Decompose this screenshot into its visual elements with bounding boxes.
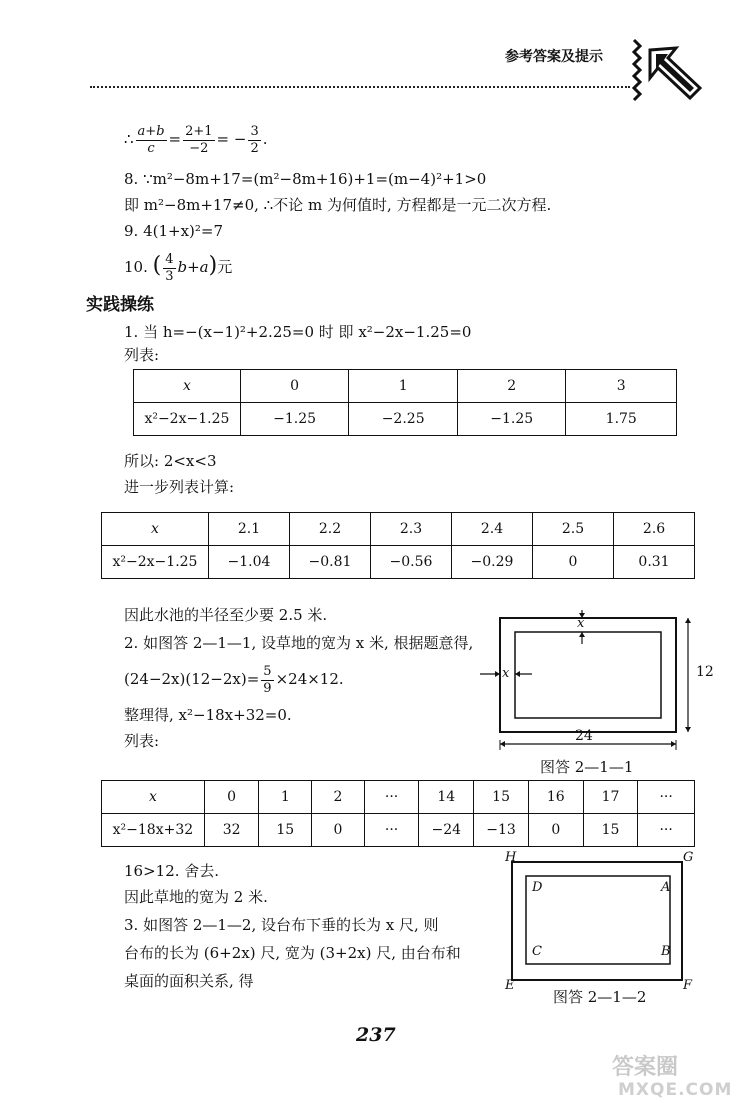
figure-2-1-2 xyxy=(500,858,700,988)
table-cell: 0 xyxy=(533,546,614,579)
fig2-label-G: G xyxy=(683,850,694,865)
header-title: 参考答案及提示 xyxy=(505,49,603,65)
table-cell: 2.2 xyxy=(290,513,371,546)
fig2-label-H: H xyxy=(505,850,517,865)
fig2-label-B: B xyxy=(661,944,671,959)
section-title: 实践操练 xyxy=(86,295,154,315)
fig1-label-width: 24 xyxy=(575,728,593,744)
practice-1-further: 进一步列表计算: xyxy=(124,478,235,496)
table-cell: 1 xyxy=(349,370,458,403)
table-cell: 0 xyxy=(528,814,583,847)
watermark-url: MXQE.COM xyxy=(618,1080,733,1100)
fig2-label-D: D xyxy=(532,880,543,895)
table-cell: 15 xyxy=(474,781,529,814)
table-cell: 2.4 xyxy=(452,513,533,546)
tabletop-rect xyxy=(526,876,670,964)
answer-8-conclusion: 即 m²−8m+17≠0, ∴不论 m 为何值时, 方程都是一元二次方程. xyxy=(124,196,552,214)
table-cell: ··· xyxy=(364,781,419,814)
fig2-caption: 图答 2—1—2 xyxy=(553,988,647,1006)
table-cell: ··· xyxy=(638,814,695,847)
arrow-decoration-icon xyxy=(628,36,706,108)
table-cell: 16 xyxy=(528,781,583,814)
table-cell: 3 xyxy=(566,370,677,403)
table-cell: ··· xyxy=(638,781,695,814)
practice-3-line-1: 3. 如图答 2—1—2, 设台布下垂的长为 x 尺, 则 xyxy=(124,916,439,934)
table-cell: x xyxy=(102,513,209,546)
table-cell: 2 xyxy=(312,781,365,814)
table-cell: −13 xyxy=(474,814,529,847)
table-row xyxy=(102,814,695,847)
practice-1-line: 1. 当 h=−(x−1)²+2.25=0 时 即 x²−2x−1.25=0 xyxy=(124,323,472,341)
table-cell: 1 xyxy=(259,781,312,814)
table-cell: x xyxy=(134,370,241,403)
practice-2-list-label: 列表: xyxy=(124,732,160,750)
equation-line-1: ∴ $\frac{a+b}{c}$ = $\frac{2+1}{-2}$ = − $\frac{3}{2}$ . xyxy=(124,124,268,156)
fig1-caption: 图答 2—1—1 xyxy=(540,758,634,776)
answer-9-line: 9. 4(1+x)²=7 xyxy=(124,222,224,240)
practice-1-result: 所以: 2<x<3 xyxy=(124,452,217,470)
fig2-label-F: F xyxy=(683,978,693,993)
table-row xyxy=(102,781,695,814)
table-cell: −24 xyxy=(419,814,474,847)
table-cell: 2.6 xyxy=(614,513,695,546)
table-1 xyxy=(133,369,677,436)
practice-2-line: 2. 如图答 2—1—1, 设草地的宽为 x 米, 根据题意得, xyxy=(124,634,474,652)
table-cell: −0.56 xyxy=(371,546,452,579)
table-cell: 1.75 xyxy=(566,403,677,436)
table-cell: x xyxy=(102,781,205,814)
practice-1-conclusion: 因此水池的半径至少要 2.5 米. xyxy=(124,606,328,624)
table-cell: 2.5 xyxy=(533,513,614,546)
fig1-label-height: 12 xyxy=(696,664,714,680)
table-cell: 17 xyxy=(583,781,638,814)
table-cell: 32 xyxy=(204,814,259,847)
table-cell: 2.1 xyxy=(209,513,290,546)
table-cell: −0.81 xyxy=(290,546,371,579)
table-cell: 0.31 xyxy=(614,546,695,579)
practice-3-line-3: 桌面的面积关系, 得 xyxy=(124,972,254,990)
practice-2-reject: 16>12. 舍去. xyxy=(124,862,220,880)
table-cell: 0 xyxy=(204,781,259,814)
practice-2-conclusion: 因此草地的宽为 2 米. xyxy=(124,888,268,906)
table-cell: 15 xyxy=(583,814,638,847)
table-cell: ··· xyxy=(364,814,419,847)
outer-rect xyxy=(500,618,676,732)
table-3 xyxy=(101,780,695,847)
table-cell: 15 xyxy=(259,814,312,847)
practice-3-line-2: 台布的长为 (6+2x) 尺, 宽为 (3+2x) 尺, 由台布和 xyxy=(124,944,461,962)
table-cell: 14 xyxy=(419,781,474,814)
practice-2-simplified: 整理得, x²−18x+32=0. xyxy=(124,706,292,724)
table-cell: −0.29 xyxy=(452,546,533,579)
page-number: 237 xyxy=(356,1024,396,1046)
table-cell: x²−18x+32 xyxy=(102,814,205,847)
table-row xyxy=(102,546,695,579)
table-cell: −1.25 xyxy=(457,403,566,436)
fig1-label-x-left: x xyxy=(502,666,510,681)
table-cell: 2 xyxy=(457,370,566,403)
table-2 xyxy=(101,512,695,579)
fig1-label-x-top: x xyxy=(577,616,585,631)
table-cell: −2.25 xyxy=(349,403,458,436)
watermark-logo: 答案圈 xyxy=(612,1055,679,1080)
practice-2-equation: (24−2x)(12−2x)= $\frac{5}{9}$ ×24×12. xyxy=(124,664,344,696)
answer-10-line: 10. ( $\frac{4}{3}$ b+a)元 xyxy=(124,252,233,284)
table-row xyxy=(102,513,695,546)
inner-rect xyxy=(515,632,661,718)
answer-8-line: 8. ∵m²−8m+17=(m²−8m+16)+1=(m−4)²+1>0 xyxy=(124,170,487,188)
table-cell: −1.25 xyxy=(240,403,349,436)
table-cell: 0 xyxy=(312,814,365,847)
fig2-label-E: E xyxy=(505,978,515,993)
table-row xyxy=(134,403,677,436)
table-cell: 0 xyxy=(240,370,349,403)
table-cell: x²−2x−1.25 xyxy=(134,403,241,436)
table-cell: −1.04 xyxy=(209,546,290,579)
fig2-label-C: C xyxy=(532,944,542,959)
fig2-label-A: A xyxy=(661,880,671,895)
header-divider xyxy=(90,86,630,88)
table-cell: x²−2x−1.25 xyxy=(102,546,209,579)
table-cell: 2.3 xyxy=(371,513,452,546)
practice-1-list-label: 列表: xyxy=(124,346,160,364)
table-row xyxy=(134,370,677,403)
